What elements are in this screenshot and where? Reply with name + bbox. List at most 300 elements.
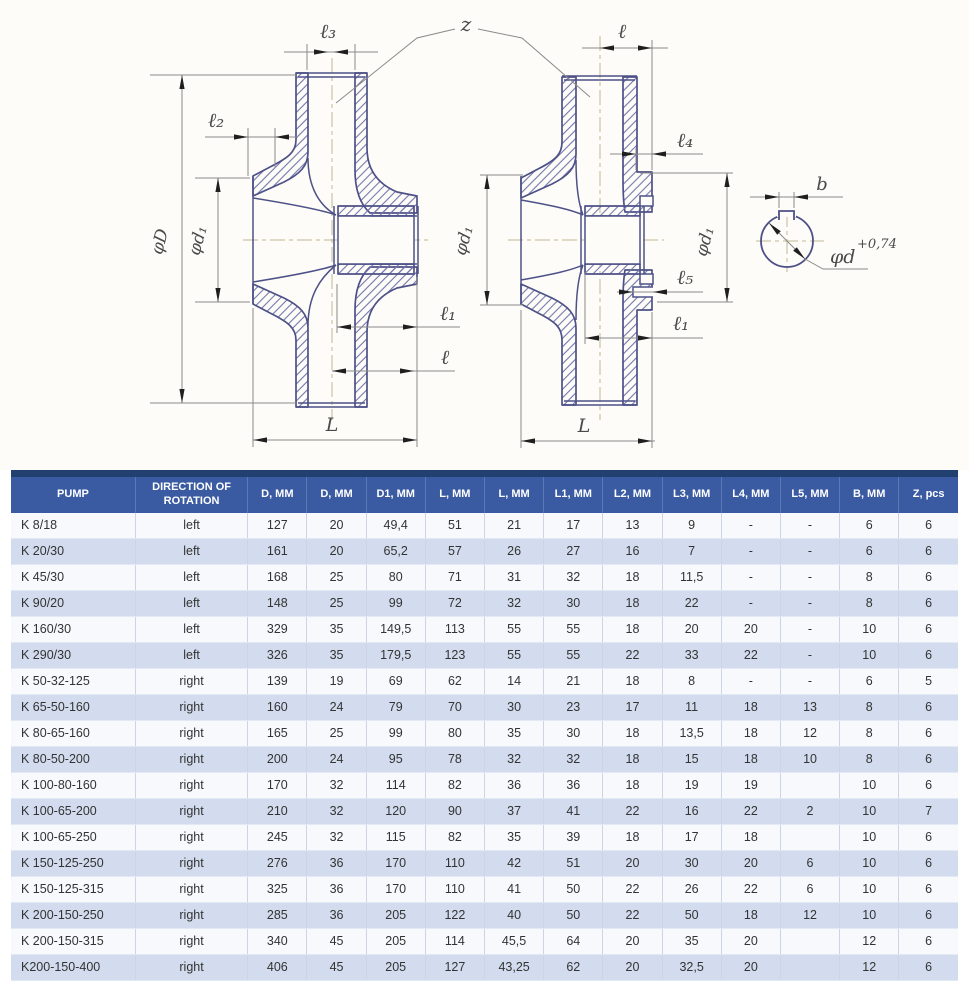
value-cell: 41 <box>544 798 603 824</box>
value-cell: 57 <box>425 538 484 564</box>
label-phi-d1-right-view-left: φd₁ <box>450 223 478 258</box>
value-cell: - <box>780 668 839 694</box>
value-cell: 6 <box>899 746 958 772</box>
pump-name-cell: K 65-50-160 <box>11 694 135 720</box>
value-cell: 45 <box>307 928 366 954</box>
value-cell: left <box>135 590 247 616</box>
value-cell: 17 <box>662 824 721 850</box>
value-cell: 205 <box>366 902 425 928</box>
pump-name-cell: K 150-125-315 <box>11 876 135 902</box>
value-cell: 19 <box>721 772 780 798</box>
value-cell: 170 <box>366 850 425 876</box>
table-row <box>11 902 958 928</box>
pump-name-cell: K 45/30 <box>11 564 135 590</box>
value-cell: 6 <box>899 642 958 668</box>
value-cell: 27 <box>544 538 603 564</box>
value-cell: 20 <box>721 928 780 954</box>
value-cell: 45 <box>307 954 366 980</box>
value-cell: 25 <box>307 564 366 590</box>
value-cell: 160 <box>248 694 307 720</box>
value-cell: 10 <box>840 850 899 876</box>
column-header-10: L4, MM <box>721 477 780 513</box>
value-cell: 205 <box>366 954 425 980</box>
value-cell: 12 <box>840 928 899 954</box>
table-row <box>11 824 958 850</box>
value-cell: 245 <box>248 824 307 850</box>
label-phi-d1-left-view: φd₁ <box>184 223 212 258</box>
column-header-11: L5, MM <box>780 477 839 513</box>
value-cell: 2 <box>780 798 839 824</box>
value-cell: 6 <box>780 850 839 876</box>
value-cell: 20 <box>307 513 366 539</box>
value-cell: 71 <box>425 564 484 590</box>
value-cell: 8 <box>840 694 899 720</box>
value-cell: 26 <box>662 876 721 902</box>
value-cell: 6 <box>899 538 958 564</box>
value-cell: 8 <box>662 668 721 694</box>
value-cell: 8 <box>840 720 899 746</box>
value-cell: 120 <box>366 798 425 824</box>
value-cell: 11,5 <box>662 564 721 590</box>
value-cell: 14 <box>484 668 543 694</box>
value-cell: 165 <box>248 720 307 746</box>
value-cell: 32 <box>544 564 603 590</box>
value-cell: - <box>780 513 839 539</box>
value-cell: 170 <box>248 772 307 798</box>
value-cell: 18 <box>721 720 780 746</box>
value-cell: right <box>135 954 247 980</box>
pump-name-cell: K200-150-400 <box>11 954 135 980</box>
table-header-row <box>11 477 958 513</box>
value-cell: 55 <box>544 642 603 668</box>
value-cell: 24 <box>307 746 366 772</box>
value-cell: 114 <box>425 928 484 954</box>
value-cell: 148 <box>248 590 307 616</box>
label-l2: ℓ₂ <box>207 108 225 132</box>
value-cell: 36 <box>307 876 366 902</box>
value-cell: 18 <box>603 746 662 772</box>
value-cell: 340 <box>248 928 307 954</box>
pump-name-cell: K 50-32-125 <box>11 668 135 694</box>
value-cell: - <box>780 564 839 590</box>
value-cell: 8 <box>840 746 899 772</box>
value-cell: 12 <box>780 902 839 928</box>
value-cell: 11 <box>662 694 721 720</box>
value-cell: left <box>135 642 247 668</box>
value-cell: 6 <box>899 513 958 539</box>
value-cell: 16 <box>662 798 721 824</box>
value-cell: 20 <box>721 850 780 876</box>
value-cell: 6 <box>899 694 958 720</box>
column-header-8: L2, MM <box>603 477 662 513</box>
value-cell: 170 <box>366 876 425 902</box>
value-cell: 42 <box>484 850 543 876</box>
value-cell: 22 <box>721 798 780 824</box>
value-cell: 6 <box>899 824 958 850</box>
value-cell: 10 <box>840 772 899 798</box>
value-cell: 22 <box>603 642 662 668</box>
value-cell: 32 <box>307 772 366 798</box>
table-row <box>11 928 958 954</box>
value-cell: 127 <box>425 954 484 980</box>
value-cell: 20 <box>721 954 780 980</box>
value-cell: - <box>721 590 780 616</box>
value-cell: 6 <box>899 876 958 902</box>
value-cell: 12 <box>840 954 899 980</box>
value-cell: 35 <box>307 642 366 668</box>
value-cell: 6 <box>840 513 899 539</box>
pump-name-cell: K 100-65-200 <box>11 798 135 824</box>
value-cell: 6 <box>899 954 958 980</box>
value-cell: 200 <box>248 746 307 772</box>
table-row <box>11 850 958 876</box>
pump-name-cell: K 150-125-250 <box>11 850 135 876</box>
value-cell: 210 <box>248 798 307 824</box>
pump-name-cell: K 80-65-160 <box>11 720 135 746</box>
value-cell: 9 <box>662 513 721 539</box>
dimension-table <box>11 470 958 981</box>
value-cell: 32,5 <box>662 954 721 980</box>
value-cell: 78 <box>425 746 484 772</box>
value-cell: 50 <box>544 876 603 902</box>
value-cell: right <box>135 772 247 798</box>
value-cell: 99 <box>366 720 425 746</box>
value-cell: 6 <box>899 720 958 746</box>
value-cell: 45,5 <box>484 928 543 954</box>
value-cell: 6 <box>899 928 958 954</box>
value-cell: 18 <box>603 772 662 798</box>
value-cell: left <box>135 616 247 642</box>
value-cell: 179,5 <box>366 642 425 668</box>
value-cell: 65,2 <box>366 538 425 564</box>
value-cell: 12 <box>780 720 839 746</box>
value-cell: 6 <box>899 564 958 590</box>
value-cell: right <box>135 720 247 746</box>
value-cell: 26 <box>484 538 543 564</box>
pump-name-cell: K 90/20 <box>11 590 135 616</box>
value-cell: 19 <box>662 772 721 798</box>
value-cell <box>780 772 839 798</box>
value-cell: 5 <box>899 668 958 694</box>
label-phi-D: φD <box>147 226 174 257</box>
value-cell: 43,25 <box>484 954 543 980</box>
value-cell: 20 <box>603 928 662 954</box>
value-cell: 32 <box>544 746 603 772</box>
value-cell: 115 <box>366 824 425 850</box>
value-cell: right <box>135 668 247 694</box>
value-cell: 114 <box>366 772 425 798</box>
value-cell: 51 <box>425 513 484 539</box>
value-cell: 25 <box>307 590 366 616</box>
value-cell: 6 <box>780 876 839 902</box>
value-cell: 113 <box>425 616 484 642</box>
value-cell: 149,5 <box>366 616 425 642</box>
value-cell: 10 <box>840 642 899 668</box>
value-cell: 82 <box>425 824 484 850</box>
value-cell: 22 <box>603 902 662 928</box>
column-header-7: L1, MM <box>544 477 603 513</box>
value-cell: 32 <box>307 798 366 824</box>
value-cell: 326 <box>248 642 307 668</box>
value-cell: 95 <box>366 746 425 772</box>
pump-name-cell: K 100-65-250 <box>11 824 135 850</box>
value-cell: 23 <box>544 694 603 720</box>
table-row <box>11 668 958 694</box>
value-cell: 21 <box>484 513 543 539</box>
value-cell: 6 <box>840 538 899 564</box>
value-cell: 79 <box>366 694 425 720</box>
value-cell: 62 <box>425 668 484 694</box>
value-cell: 110 <box>425 850 484 876</box>
value-cell: 40 <box>484 902 543 928</box>
drawing-background <box>0 0 969 470</box>
value-cell: 123 <box>425 642 484 668</box>
value-cell: 18 <box>603 668 662 694</box>
label-L-right: L <box>577 415 591 437</box>
value-cell: 32 <box>484 746 543 772</box>
value-cell: - <box>780 590 839 616</box>
value-cell: 50 <box>662 902 721 928</box>
label-l-left: ℓ <box>440 345 450 369</box>
value-cell: 20 <box>307 538 366 564</box>
value-cell: 17 <box>544 513 603 539</box>
label-b: b <box>816 174 828 195</box>
value-cell: 24 <box>307 694 366 720</box>
value-cell: 22 <box>662 590 721 616</box>
label-phi-d: φd <box>830 246 856 268</box>
value-cell: 6 <box>840 668 899 694</box>
label-l4: ℓ₄ <box>676 128 694 152</box>
value-cell: - <box>721 668 780 694</box>
value-cell: 35 <box>484 824 543 850</box>
value-cell: 30 <box>662 850 721 876</box>
value-cell: 18 <box>603 564 662 590</box>
value-cell: left <box>135 513 247 539</box>
value-cell: left <box>135 538 247 564</box>
label-phi-d-tolerance: +0,74 <box>857 237 897 252</box>
pump-name-cell: K 8/18 <box>11 513 135 539</box>
value-cell: 285 <box>248 902 307 928</box>
column-header-6: L, MM <box>484 477 543 513</box>
value-cell: 18 <box>721 902 780 928</box>
value-cell: 18 <box>603 616 662 642</box>
table-row <box>11 876 958 902</box>
value-cell: 70 <box>425 694 484 720</box>
value-cell: right <box>135 902 247 928</box>
value-cell: 32 <box>484 590 543 616</box>
label-l5: ℓ₅ <box>676 265 694 289</box>
value-cell: 15 <box>662 746 721 772</box>
value-cell: 22 <box>603 798 662 824</box>
value-cell: 99 <box>366 590 425 616</box>
table-row <box>11 746 958 772</box>
value-cell: 64 <box>544 928 603 954</box>
value-cell: - <box>721 564 780 590</box>
value-cell: 10 <box>840 876 899 902</box>
value-cell: 22 <box>721 876 780 902</box>
value-cell: 90 <box>425 798 484 824</box>
value-cell: 19 <box>307 668 366 694</box>
column-header-0: PUMP <box>11 477 135 513</box>
value-cell: - <box>780 538 839 564</box>
value-cell: 31 <box>484 564 543 590</box>
column-header-5: L, MM <box>425 477 484 513</box>
value-cell: 50 <box>544 902 603 928</box>
value-cell: 37 <box>484 798 543 824</box>
value-cell: right <box>135 928 247 954</box>
value-cell: 10 <box>840 798 899 824</box>
value-cell: 13 <box>780 694 839 720</box>
value-cell: 36 <box>307 902 366 928</box>
value-cell: 10 <box>840 824 899 850</box>
value-cell: 6 <box>899 850 958 876</box>
value-cell <box>780 928 839 954</box>
value-cell: 168 <box>248 564 307 590</box>
value-cell: 20 <box>603 850 662 876</box>
label-L-left: L <box>325 414 339 436</box>
column-header-1: DIRECTION OF ROTATION <box>135 477 247 513</box>
value-cell: 110 <box>425 876 484 902</box>
value-cell: right <box>135 798 247 824</box>
column-header-13: Z, pcs <box>899 477 958 513</box>
value-cell: 161 <box>248 538 307 564</box>
value-cell: 7 <box>899 798 958 824</box>
value-cell: 18 <box>603 590 662 616</box>
pump-name-cell: K 100-80-160 <box>11 772 135 798</box>
value-cell: 72 <box>425 590 484 616</box>
value-cell: 36 <box>307 850 366 876</box>
value-cell: 205 <box>366 928 425 954</box>
value-cell: 36 <box>484 772 543 798</box>
value-cell: 36 <box>544 772 603 798</box>
value-cell: - <box>780 642 839 668</box>
value-cell: 139 <box>248 668 307 694</box>
table-row <box>11 798 958 824</box>
value-cell: 406 <box>248 954 307 980</box>
label-phi-d1-right-view-right: φd₁ <box>691 224 719 259</box>
value-cell: 20 <box>662 616 721 642</box>
label-l-top: ℓ <box>617 19 627 43</box>
technical-drawing <box>0 0 969 470</box>
value-cell: 17 <box>603 694 662 720</box>
column-header-2: D, MM <box>248 477 307 513</box>
value-cell: 18 <box>721 824 780 850</box>
label-l1-right: ℓ₁ <box>672 311 690 335</box>
value-cell: right <box>135 850 247 876</box>
table-row <box>11 694 958 720</box>
value-cell: 22 <box>603 876 662 902</box>
label-z: z <box>460 12 472 36</box>
value-cell: 55 <box>544 616 603 642</box>
value-cell: 6 <box>899 616 958 642</box>
value-cell: 10 <box>780 746 839 772</box>
value-cell <box>780 824 839 850</box>
value-cell: - <box>721 538 780 564</box>
value-cell: 30 <box>484 694 543 720</box>
value-cell: 7 <box>662 538 721 564</box>
pump-name-cell: K 160/30 <box>11 616 135 642</box>
value-cell: right <box>135 746 247 772</box>
pump-name-cell: K 20/30 <box>11 538 135 564</box>
table-row <box>11 513 958 539</box>
value-cell: 6 <box>899 590 958 616</box>
value-cell: right <box>135 876 247 902</box>
value-cell: 80 <box>366 564 425 590</box>
value-cell: 82 <box>425 772 484 798</box>
value-cell: 276 <box>248 850 307 876</box>
value-cell: 13,5 <box>662 720 721 746</box>
value-cell: 51 <box>544 850 603 876</box>
value-cell: right <box>135 694 247 720</box>
value-cell: 10 <box>840 616 899 642</box>
table-row <box>11 616 958 642</box>
value-cell: 25 <box>307 720 366 746</box>
value-cell <box>780 954 839 980</box>
pump-name-cell: K 200-150-250 <box>11 902 135 928</box>
value-cell: 39 <box>544 824 603 850</box>
table-top-border <box>11 470 958 477</box>
value-cell: - <box>780 616 839 642</box>
value-cell: 6 <box>899 902 958 928</box>
value-cell: 8 <box>840 564 899 590</box>
table-row <box>11 772 958 798</box>
value-cell: 32 <box>307 824 366 850</box>
value-cell: 122 <box>425 902 484 928</box>
pump-name-cell: K 80-50-200 <box>11 746 135 772</box>
value-cell: 30 <box>544 590 603 616</box>
value-cell: 30 <box>544 720 603 746</box>
value-cell: 49,4 <box>366 513 425 539</box>
column-header-12: B, MM <box>840 477 899 513</box>
column-header-4: D1, MM <box>366 477 425 513</box>
value-cell: 33 <box>662 642 721 668</box>
value-cell: 127 <box>248 513 307 539</box>
value-cell: 62 <box>544 954 603 980</box>
value-cell: 41 <box>484 876 543 902</box>
value-cell: 35 <box>662 928 721 954</box>
column-header-3: D, MM <box>307 477 366 513</box>
value-cell: 325 <box>248 876 307 902</box>
table-row <box>11 538 958 564</box>
table-row <box>11 642 958 668</box>
value-cell: 22 <box>721 642 780 668</box>
value-cell: 21 <box>544 668 603 694</box>
pump-name-cell: K 200-150-315 <box>11 928 135 954</box>
value-cell: 8 <box>840 590 899 616</box>
value-cell: 13 <box>603 513 662 539</box>
value-cell: 20 <box>603 954 662 980</box>
value-cell: 20 <box>721 616 780 642</box>
pump-name-cell: K 290/30 <box>11 642 135 668</box>
column-header-9: L3, MM <box>662 477 721 513</box>
value-cell: left <box>135 564 247 590</box>
value-cell: 18 <box>603 720 662 746</box>
label-l3: ℓ₃ <box>319 19 337 43</box>
table-row <box>11 954 958 980</box>
value-cell: 18 <box>721 746 780 772</box>
value-cell: 69 <box>366 668 425 694</box>
table-row <box>11 720 958 746</box>
value-cell: 6 <box>899 772 958 798</box>
value-cell: 80 <box>425 720 484 746</box>
value-cell: 18 <box>603 824 662 850</box>
value-cell: 16 <box>603 538 662 564</box>
value-cell: 18 <box>721 694 780 720</box>
value-cell: 55 <box>484 642 543 668</box>
value-cell: 329 <box>248 616 307 642</box>
table-row <box>11 564 958 590</box>
table-row <box>11 590 958 616</box>
